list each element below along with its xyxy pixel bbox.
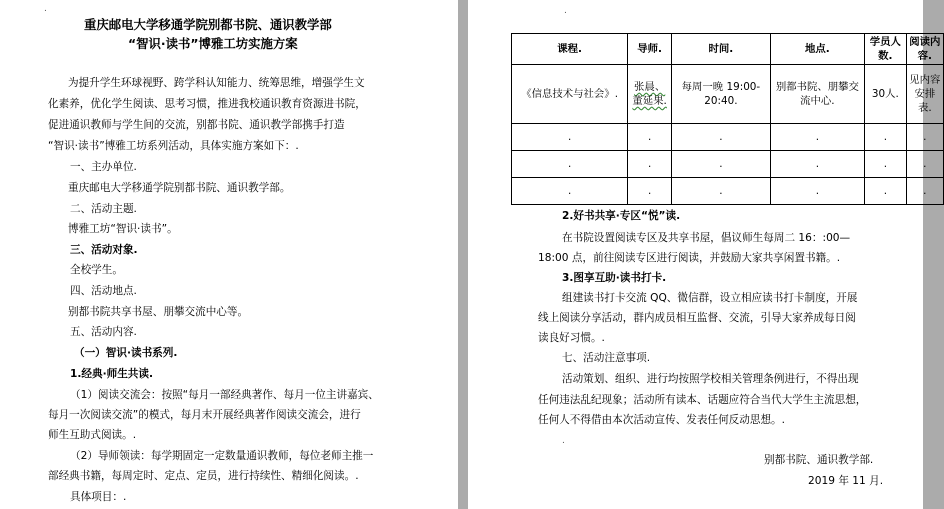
section-7-heading: 七、活动注意事项. [562,352,651,364]
empty-cell: . [512,178,628,205]
section-4-heading: 四、活动地点. [70,285,137,297]
paragraph-mark: . [44,4,47,14]
item-3-line-3: 读良好习惯。. [538,332,605,344]
section-2-body: 博雅工坊“智识·读书”。 [68,223,178,235]
empty-cell: . [512,151,628,178]
section-7-line-2: 任何违法乱纪现象；活动所有读本、话题应符合当代大学生主流思想， [538,394,867,406]
item-1-p1-line-2: 每月一次阅读交流”的模式，每月末开展经典著作阅读交流会，进行 [48,409,361,421]
cell-mentor: 张晨、董延果. [628,65,672,124]
cell-content: 见内容安排表. [906,65,943,124]
empty-cell: . [512,124,628,151]
empty-cell: . [770,151,864,178]
section-3-heading: 三、活动对象. [70,244,138,256]
col-header-place: 地点. [770,34,864,65]
section-7-line-1: 活动策划、组织、进行均按照学校相关管理条例进行，不得出现 [562,373,859,385]
empty-cell: . [628,178,672,205]
doc-title-line2: “智识·读书”博雅工坊实施方案 [128,36,298,51]
subsection-1-heading: （一）智识·读书系列. [74,347,178,359]
signature-org: 别都书院、通识教学部. [764,454,874,466]
item-1-p2-line-1: （2）导师领读：每学期固定一定数量通识教师，每位老师主推一 [70,450,374,462]
section-1-body: 重庆邮电大学移通学院别都书院、通识教学部。 [68,182,291,194]
cell-place: 别都书院、朋攀交流中心. [770,65,864,124]
doc-title-line1: 重庆邮电大学移通学院别都书院、通识教学部 [84,17,332,32]
empty-cell: . [865,178,907,205]
item-3-line-2: 线上阅读分享活动，群内成员相互监督、交流，引导大家养成每日阅 [538,312,856,324]
intro-line-2: 化素养，优化学生阅读、思考习惯，推进我校通识教育资源进书院， [48,98,366,110]
item-3-heading: 3.图享互助·读书打卡. [562,272,667,284]
empty-cell: . [865,151,907,178]
col-header-time: 时间. [672,34,771,65]
table-row [512,178,944,205]
section-2-heading: 二、活动主题. [70,203,137,215]
document-page-right [468,0,941,509]
document-page-left [0,0,458,509]
paragraph-mark: . [562,436,565,446]
item-1-p1-line-3: 师生互助式阅读。. [48,429,137,441]
item-2-line-2: 18:00 点，前往阅读专区进行阅读，并鼓励大家共享闲置书籍。. [538,252,841,264]
empty-cell: . [906,151,943,178]
section-1-heading: 一、主办单位. [70,161,137,173]
section-5-heading: 五、活动内容. [70,326,137,338]
table-row [512,65,944,124]
intro-line-4: “智识·读书”博雅工坊系列活动，具体实施方案如下：. [48,140,299,152]
cell-time: 每周一晚 19:00-20:40. [672,65,771,124]
item-2-line-1: 在书院设置阅读专区及共享书屋，倡议师生每周二 16：:00— [562,232,851,244]
col-header-mentor: 导师. [628,34,672,65]
section-4-body: 别都书院共享书屋、朋攀交流中心等。 [68,306,249,318]
table-row [512,151,944,178]
paragraph-mark: . [564,6,567,16]
signature-date: 2019 年 11 月. [808,475,884,487]
empty-cell: . [770,178,864,205]
table-row [512,124,944,151]
empty-cell: . [672,124,771,151]
intro-line-1: 为提升学生环球视野、跨学科认知能力、统筹思维，增强学生文 [68,77,365,89]
item-1-p2-line-2: 部经典书籍，每周定时、定点、定员，进行持续性、精细化阅读。. [48,470,359,482]
course-table [511,33,944,205]
empty-cell: . [672,178,771,205]
item-2-heading: 2.好书共享·专区“悦”读. [562,210,681,222]
table-header-row [512,34,944,65]
col-header-content: 阅读内容. [906,34,943,65]
item-1-p1-line-1: （1）阅读交流会：按照“每月一部经典著作、每月一位主讲嘉宾、 [70,389,379,401]
section-7-line-3: 任何人不得借由本次活动宣传、发表任何反动思想。. [538,414,786,426]
col-header-count: 学员人数. [865,34,907,65]
col-header-course: 课程. [512,34,628,65]
empty-cell: . [906,178,943,205]
empty-cell: . [906,124,943,151]
empty-cell: . [628,151,672,178]
item-1-heading: 1.经典·师生共读. [70,368,154,380]
empty-cell: . [672,151,771,178]
empty-cell: . [628,124,672,151]
empty-cell: . [865,124,907,151]
item-1-p3: 具体项目：. [70,491,127,503]
empty-cell: . [770,124,864,151]
intro-line-3: 促进通识教师与学生间的交流，别都书院、通识教学部携手打造 [48,119,345,131]
section-3-body: 全校学生。 [70,264,123,276]
cell-count: 30人. [865,65,907,124]
cell-course: 《信息技术与社会》. [512,65,628,124]
item-3-line-1: 组建读书打卡交流 QQ、微信群，设立相应读书打卡制度，开展 [562,292,858,304]
